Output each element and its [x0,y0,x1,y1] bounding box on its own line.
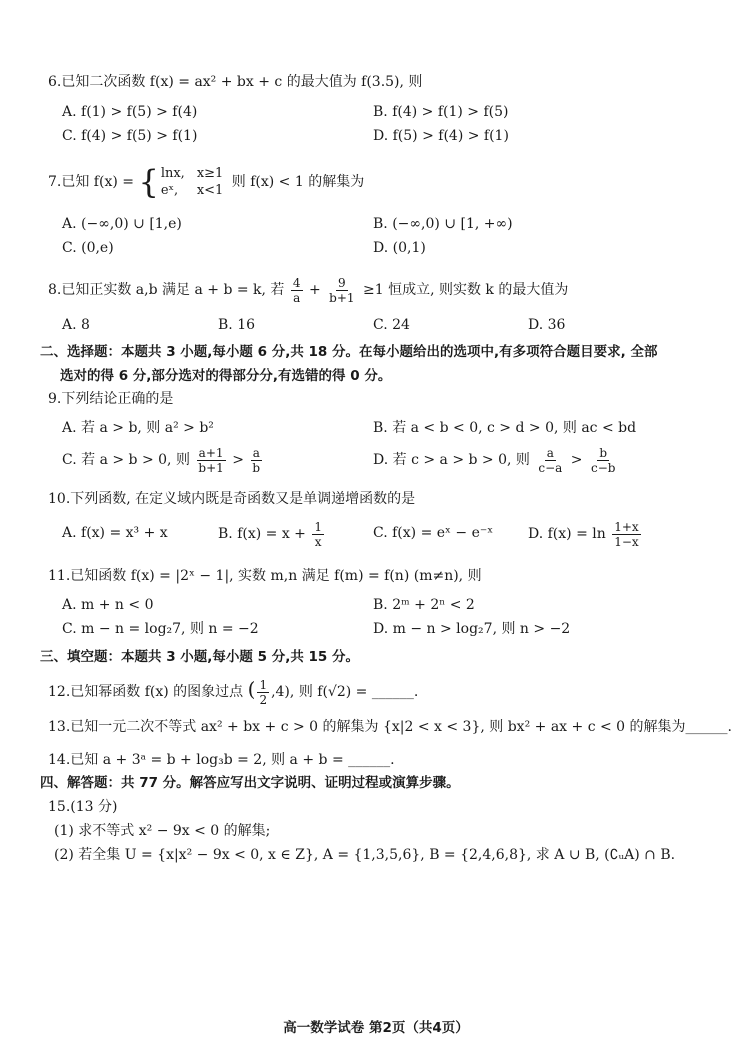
q7-prefix: 7.已知 f(x) = [48,174,134,190]
q10-option-c: C. f(x) = eˣ − e⁻ˣ [373,525,494,541]
q9-d-f1-num: a [546,445,554,460]
q9-c-gt: > [232,452,244,468]
q9-option-c [62,444,264,476]
q6-option-d: D. f(5) > f(4) > f(1) [373,128,509,144]
q8-option-c: C. 24 [373,317,410,333]
q9-c-f1-num: a+1 [198,445,224,460]
q9-c-frac-1 [196,446,225,475]
q9-d-prefix: D. 若 c > a > b > 0, 则 [373,452,530,468]
q10-d-prefix: D. f(x) = ln [528,526,606,542]
q11-option-b: B. 2ᵐ + 2ⁿ < 2 [373,597,475,613]
q10-b-frac [312,520,324,549]
q7-suffix: 则 f(x) < 1 的解集为 [231,174,365,190]
q11-option-d: D. m − n > log₂7, 则 n > −2 [373,621,571,637]
q10-option-d [528,518,643,550]
q10-option-b [218,518,326,550]
brace-symbol: { [138,163,159,201]
section-4-heading: 四、解答题：共 77 分。解答应写出文字说明、证明过程或演算步骤。 [40,775,460,791]
q8-prefix: 8.已知正实数 a,b 满足 a + b = k, 若 [48,282,285,298]
q8-plus: + [308,282,321,298]
q12-stem [48,672,418,709]
q9-c-f2-den: b [252,460,261,475]
q12-point-rest: ,4), [271,684,295,700]
q7-option-c: C. (0,e) [62,240,114,256]
page-footer: 高一数学试卷 第2页（共4页） [283,1020,469,1036]
q9-option-a: A. 若 a > b, 则 a² > b² [62,420,214,436]
q9-c-f2-num: a [252,445,260,460]
q8-option-b: B. 16 [218,317,256,333]
q10-d-frac [612,520,640,549]
q10-option-a: A. f(x) = x³ + x [62,525,168,541]
q7-case1-cond: x≥1 [196,166,224,181]
q11-option-a: A. m + n < 0 [62,597,154,613]
q10-d-den: 1−x [614,534,639,549]
q8-fraction-2 [327,276,356,305]
q12-num: 1 [259,677,268,692]
q10-stem: 10.下列函数, 在定义域内既是奇函数又是单调递增函数的是 [48,491,416,507]
q10-b-den: x [314,534,322,549]
q8-stem [48,274,568,306]
q8-f2-num: 9 [338,275,346,290]
q7-option-b: B. (−∞,0) ∪ [1, +∞) [373,216,513,232]
q9-d-frac-2 [589,446,617,475]
q10-b-prefix: B. f(x) = x + [218,526,306,542]
q6-option-c: C. f(4) > f(5) > f(1) [62,128,198,144]
q12-prefix: 12.已知幂函数 f(x) 的图象过点 [48,684,244,700]
q9-option-b: B. 若 a < b < 0, c > d > 0, 则 ac < bd [373,420,637,436]
q7-stem [48,164,364,200]
q7-case1-expr: lnx, [160,166,185,181]
q10-b-num: 1 [314,519,322,534]
q8-option-d: D. 36 [528,317,566,333]
q9-c-f1-den: b+1 [198,460,224,475]
q8-f1-den: a [293,290,301,305]
q9-d-f1-den: c−a [538,460,563,475]
section-3-heading: 三、填空题：本题共 3 小题,每小题 5 分,共 15 分。 [40,649,360,665]
q7-piecewise [138,165,227,199]
q9-d-f2-num: b [599,445,608,460]
q10-d-num: 1+x [614,519,639,534]
q15-part-1: (1) 求不等式 x² − 9x < 0 的解集; [54,823,271,839]
section-2-heading: 二、选择题：本题共 3 小题,每小题 6 分,共 18 分。在每小题给出的选项中,有多项符合题目要求, 全部 [40,344,658,360]
q7-option-d: D. (0,1) [373,240,426,256]
q7-option-a: A. (−∞,0) ∪ [1,e) [62,216,182,232]
q8-fraction-1 [291,276,303,305]
q9-d-frac-1 [536,446,564,475]
q9-d-f2-den: c−b [590,460,616,475]
q12-point-open: ( [247,677,256,701]
section-2-heading-cont: 选对的得 6 分,部分选对的得部分分,有选错的得 0 分。 [60,368,392,384]
q8-suffix: ≥1 恒成立, 则实数 k 的最大值为 [362,282,569,298]
q9-option-d [373,444,619,476]
q8-option-a: A. 8 [62,317,90,333]
q9-d-gt: > [570,452,583,468]
q8-f2-den: b+1 [329,290,355,305]
q7-case2-cond: x<1 [196,183,224,198]
q12-suffix: 则 f(√2) = ______. [298,684,419,700]
q12-frac [257,678,269,707]
q11-option-c: C. m − n = log₂7, 则 n = −2 [62,621,259,637]
q7-case2-expr: eˣ, [160,183,179,198]
q12-den: 2 [259,692,268,707]
q11-stem: 11.已知函数 f(x) = |2ˣ − 1|, 实数 m,n 满足 f(m) = f(n) (m≠n), 则 [48,568,482,584]
q9-stem: 9.下列结论正确的是 [48,391,174,407]
q6-option-a: A. f(1) > f(5) > f(4) [62,104,198,120]
q6-stem: 6.已知二次函数 f(x) = ax² + bx + c 的最大值为 f(3.5), 则 [48,74,423,90]
q15-part-2: (2) 若全集 U = {x|x² − 9x < 0, x ∈ Z}, A = {1,3,5,6}, B = {2,4,6,8}, 求 A ∪ B, (∁ᵤA) ∩ B. [54,847,676,863]
q13-stem: 13.已知一元二次不等式 ax² + bx + c > 0 的解集为 {x|2 < x < 3}, 则 bx² + ax + c < 0 的解集为______. [48,719,732,735]
q15-title: 15.(13 分) [48,799,118,815]
q9-c-prefix: C. 若 a > b > 0, 则 [62,452,190,468]
q9-c-frac-2 [250,446,262,475]
q8-f1-num: 4 [292,275,301,290]
q6-option-b: B. f(4) > f(1) > f(5) [373,104,509,120]
q14-stem: 14.已知 a + 3ᵃ = b + log₃b = 2, 则 a + b = ______. [48,752,395,768]
q7-cases [161,165,224,199]
